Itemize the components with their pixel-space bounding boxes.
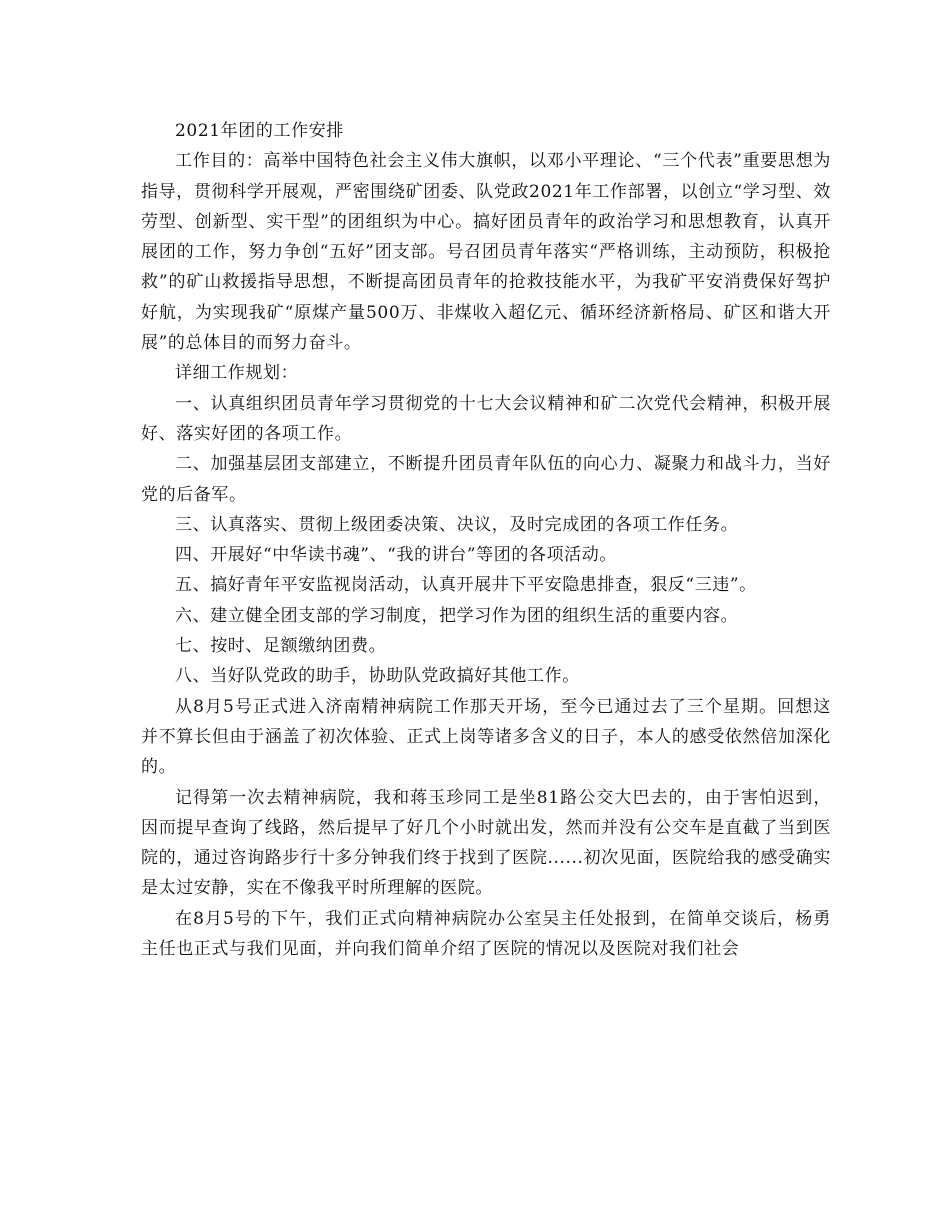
paragraph-item-4: 四、开展好“中华读书魂”、“我的讲台”等团的各项活动。 [175,545,617,566]
paragraph-first-visit: 记得第一次去精神病院，我和蒋玉珍同工是坐81路公交大巴去的，由于害怕迟到，因而提早查询了线路，然后提早了好几个小时就出发，然而并没有公交车是直截了当到医院的，通过咨询路步行十多分钟我们终于找到了医院......初次见面，医院给我的感受确实是太过安静，实在不像我平时所理解的医院。 [141,787,831,899]
document-title: 2021年团的工作安排 [175,121,344,141]
paragraph-item-6: 六、建立健全团支部的学习制度，把学习作为团的组织生活的重要内容。 [175,605,739,626]
paragraph-purpose: 工作目的：高举中国特色社会主义伟大旗帜，以邓小平理论、“三个代表”重要思想为指导，贯彻科学开展观，严密围绕矿团委、队党政2021年工作部署，以创立“学习型、效劳型、创新型、实干型”的团组织为中心。搞好团员青年的政治学习和思想教育，认真开展团的工作，努力争创“五好”团支部。号召团员青年落实“严格训练，主动预防，积极抢救”的矿山救援指导思想，不断提高团员青年的抢救技能水平，为我矿平安消费保好驾护好航，为实现我矿“原煤产量500万、非煤收入超亿元、循环经济新格局、矿区和谐大开展”的总体目的而努力奋斗。 [141,151,831,354]
paragraph-report: 在8月5号的下午，我们正式向精神病院办公室吴主任处报到，在简单交谈后，杨勇主任也正式与我们见面，并向我们简单介绍了医院的情况以及医院对我们社会 [141,908,831,960]
paragraph-plan-heading: 详细工作规划： [175,363,299,384]
paragraph-item-3: 三、认真落实、贯彻上级团委决策、决议，及时完成团的各项工作任务。 [175,514,739,535]
paragraph-hospital-intro: 从8月5号正式进入济南精神病院工作那天开场，至今已通过去了三个星期。回想这并不算长但由于涵盖了初次体验、正式上岗等诸多含义的日子，本人的感受依然倍加深化的。 [141,696,831,778]
paragraph-item-5: 五、搞好青年平安监视岗活动，认真开展井下平安隐患排查，狠反“三违”。 [175,575,757,596]
paragraph-item-1: 一、认真组织团员青年学习贯彻党的十七大会议精神和矿二次党代会精神，积极开展好、落实好团的各项工作。 [141,393,831,444]
document-body [141,116,831,964]
paragraph-item-8: 八、当好队党政的助手，协助队党政搞好其他工作。 [175,666,580,687]
paragraph-item-7: 七、按时、足额缴纳团费。 [175,636,387,657]
paragraph-item-2: 二、加强基层团支部建立，不断提升团员青年队伍的向心力、凝聚力和战斗力，当好党的后备军。 [141,454,831,505]
